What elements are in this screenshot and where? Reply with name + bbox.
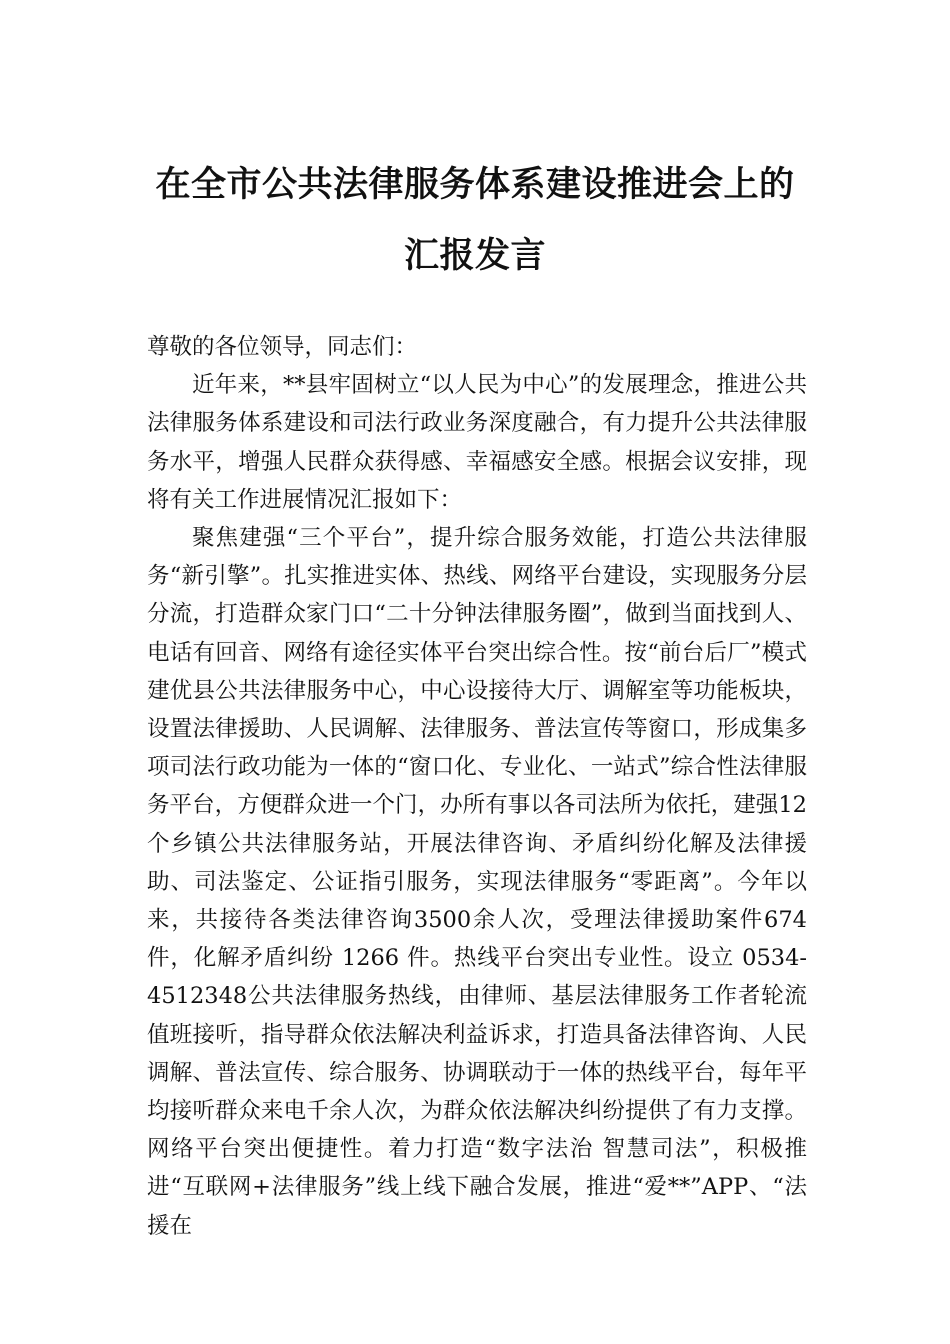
document-title-line-1: 在全市公共法律服务体系建设推进会上的 [155,164,795,205]
paragraph-platforms: 聚焦建强“三个平台”，提升综合服务效能，打造公共法律服务“新引擎”。扎实推进实体、热线、网络平台建设，实现服务分层分流，打造群众家门口“二十分钟法律服务圈”，做到当面找到人、电话有回音、网络有途径实体平台突出综合性。按“前台后厂”模式建优县公共法律服务中心，中心设接待大厅、调解室等功能板块，设置法律援助、人民调解、法律服务、普法宣传等窗口，形成集多项司法行政功能为一体的“窗口化、专业化、一站式”综合性法律服务平台，方便群众进一个门，办所有事以各司法所为依托，建强12个乡镇公共法律服务站，开展法律咨询、矛盾纠纷化解及法律援助、司法鉴定、公证指引服务，实现法律服务“零距离”。今年以来，共接待各类法律咨询3500余人次，受理法律援助案件674件，化解矛盾纠纷 1266 件。热线平台突出专业性。设立 0534-4512348公共法律服务热线，由律师、基层法律服务工作者轮流值班接听，指导群众依法解决利益诉求，打造具备法律咨询、人民调解、普法宣传、综合服务、协调联动于一体的热线平台，每年平均接听群众来电千余人次，为群众依法解决纠纷提供了有力支撑。网络平台突出便捷性。着力打造“数字法治 智慧司法”，积极推进“互联网+法律服务”线上线下融合发展，推进“爱**”APP、“法援在 [147,525,807,1239]
document-title-line-2: 汇报发言 [403,235,546,276]
salutation: 尊敬的各位领导，同志们： [147,334,418,360]
document-body [147,328,807,1245]
paragraph-intro: 近年来，**县牢固树立“以人民为中心”的发展理念，推进公共法律服务体系建设和司法行政业务深度融合，有力提升公共法律服务水平，增强人民群众获得感、幸福感安全感。根据会议安排，现将有关工作进展情况汇报如下： [147,372,807,513]
